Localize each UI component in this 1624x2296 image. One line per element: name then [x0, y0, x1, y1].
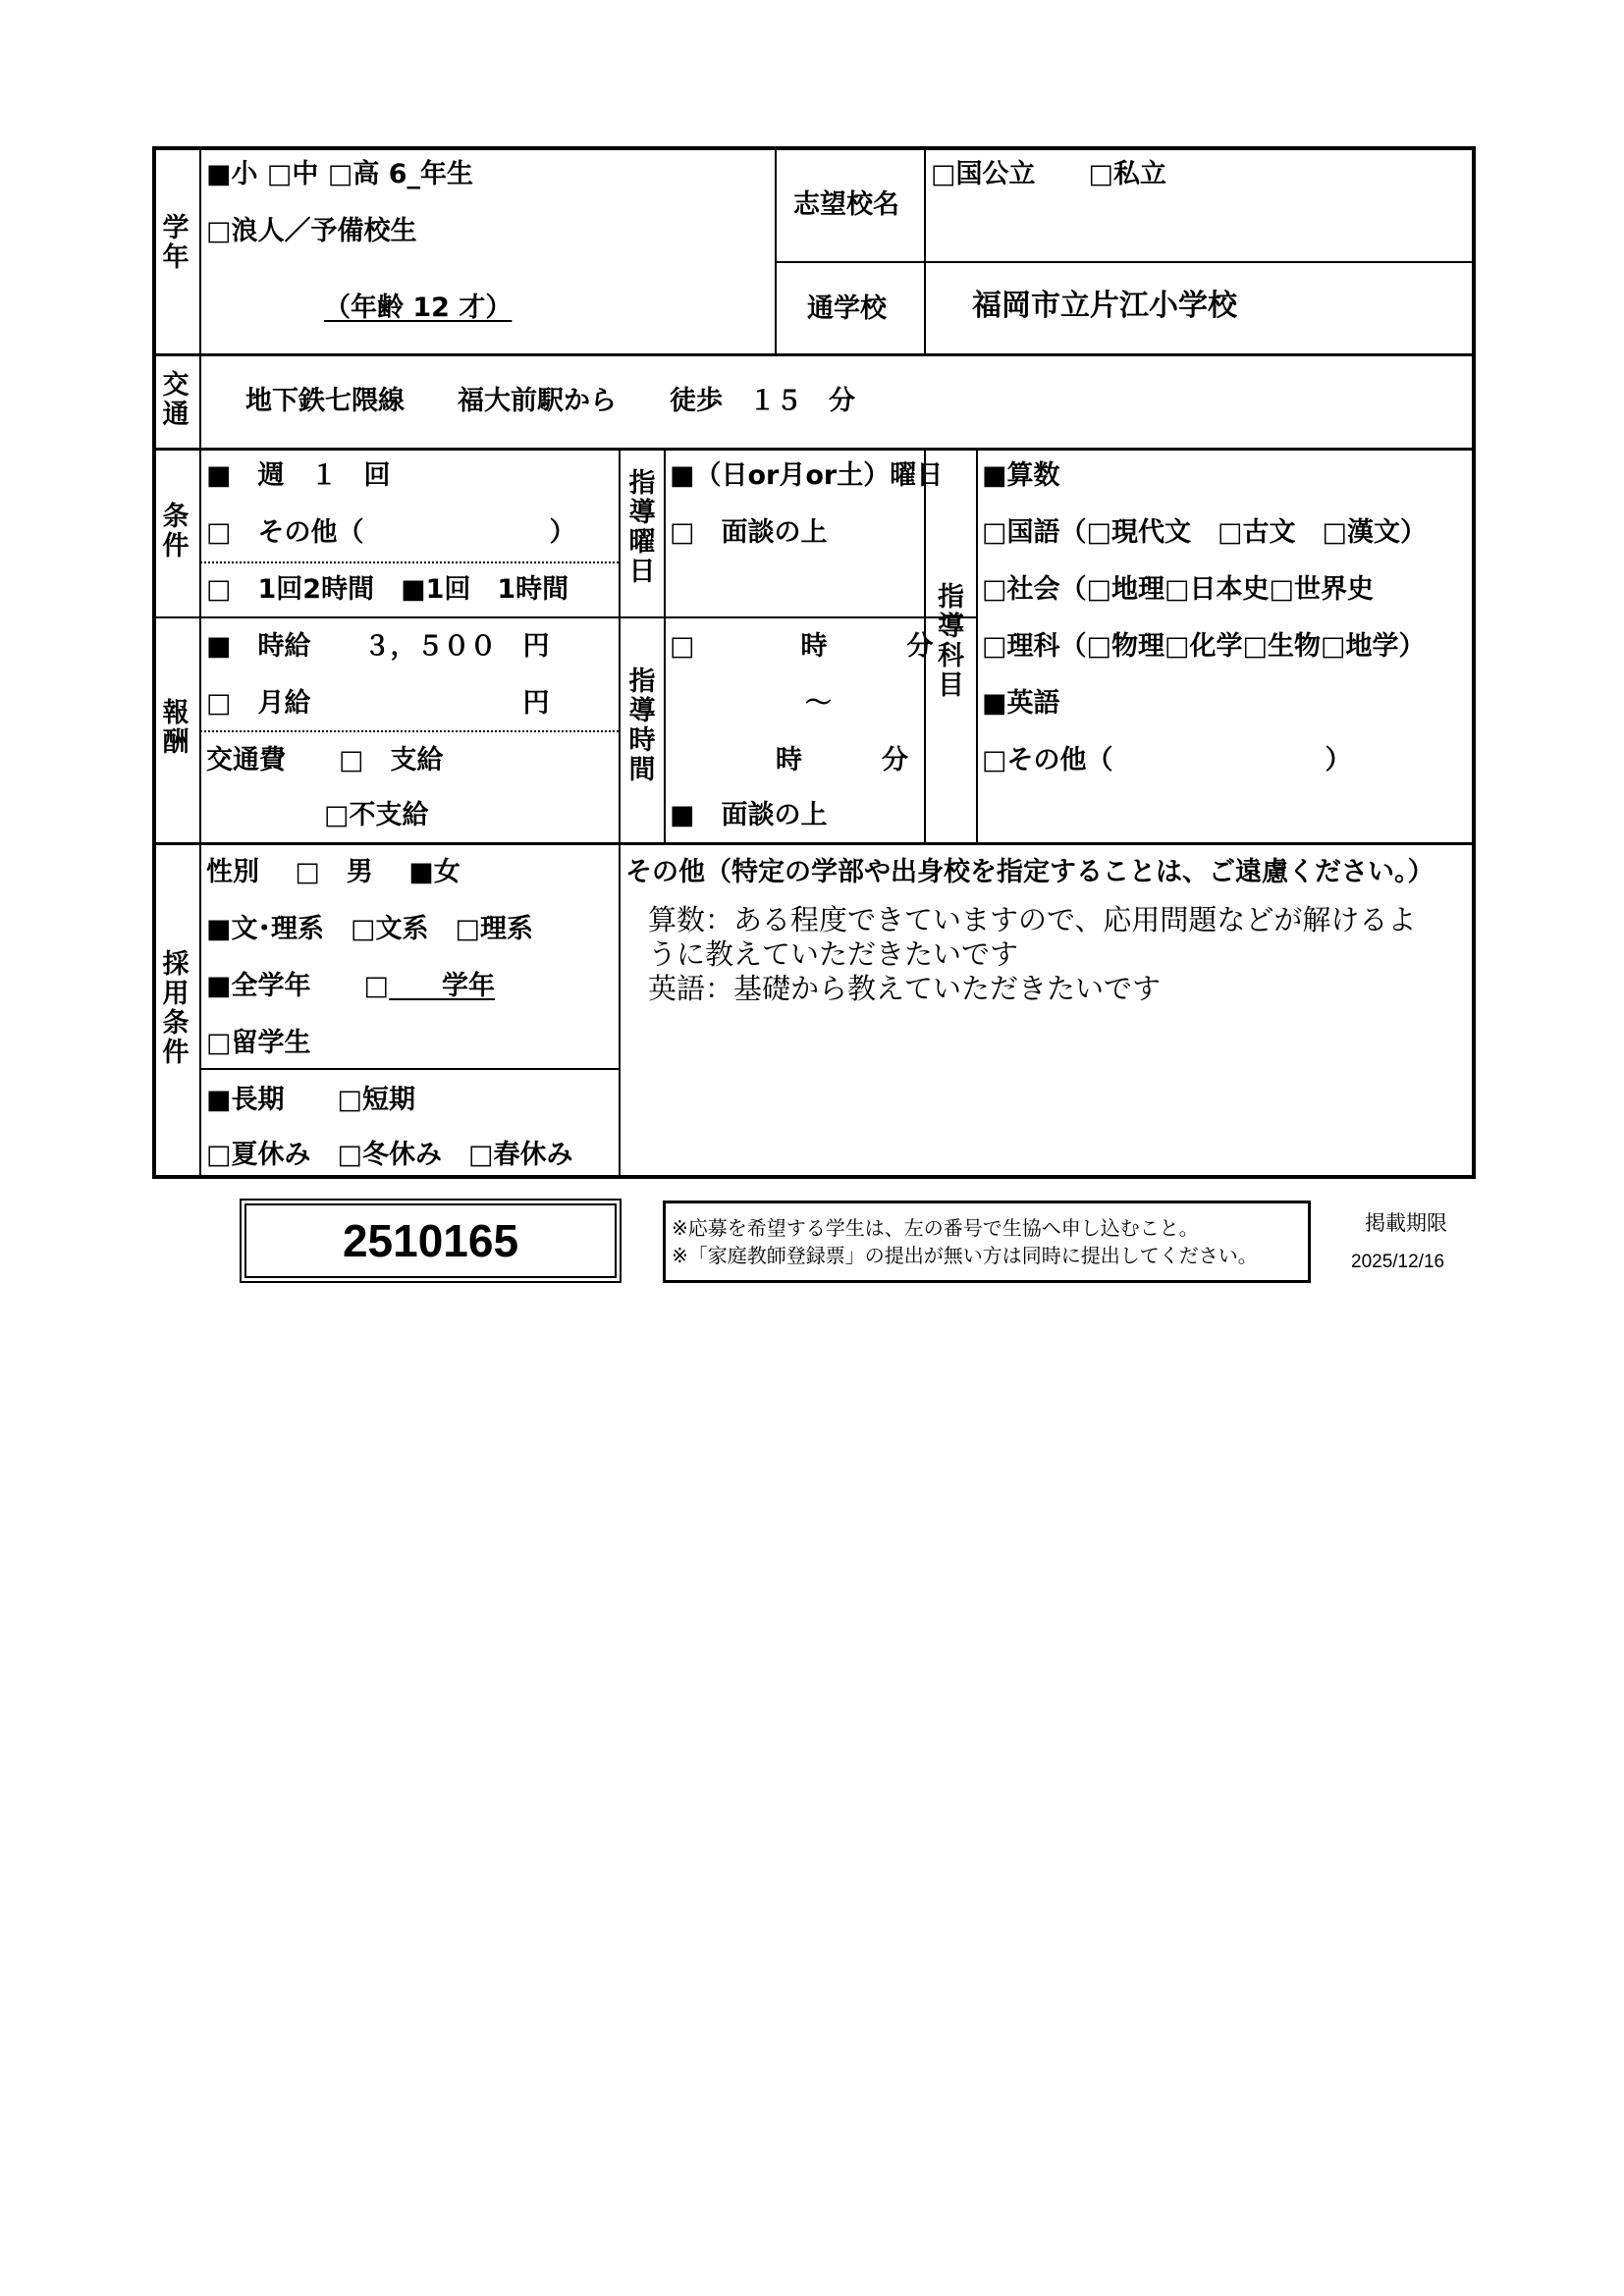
hiring-year — [206, 970, 495, 1003]
dotted-divider — [200, 561, 619, 563]
notice-line-1: ※応募を希望する学生は、左の番号で生協へ申し込むこと。 — [672, 1216, 1199, 1240]
day-weekday: ■（日or月or土）曜日 — [670, 460, 944, 491]
row-divider — [152, 353, 1476, 356]
row-divider — [775, 261, 1476, 263]
hiring-year-blank: 学年 — [389, 971, 496, 1001]
subject-social: □社会（□地理□日本史□世界史 — [982, 574, 1375, 605]
school-choice-options: □国公立 □私立 — [931, 159, 1167, 189]
hiring-label: 採用条件 — [162, 949, 189, 1068]
col-divider — [924, 146, 926, 353]
listing-number-box — [240, 1199, 622, 1283]
conditions-label: 条件 — [162, 502, 189, 561]
conditions-frequency: ■ 週 １ 回 — [206, 460, 391, 491]
col-divider — [775, 146, 777, 353]
conditions-duration: □ 1回2時間 ■1回 1時間 — [206, 574, 569, 605]
notes-line-2: うに教えていただきたいです — [648, 937, 1019, 971]
subject-other: □その他（ ） — [982, 745, 1352, 775]
row-divider — [200, 1068, 621, 1070]
current-school-value: 福岡市立片江小学校 — [972, 289, 1237, 323]
time-start: □ 時 分 — [670, 631, 934, 662]
pay-hourly: ■ 時給 ３，５００ 円 — [206, 631, 550, 662]
hiring-vacation: □夏休み □冬休み □春休み — [206, 1140, 573, 1170]
school-choice-label: 志望校名 — [793, 189, 899, 220]
current-school-label: 通学校 — [807, 294, 887, 324]
grade-age: （年齢 12 才） — [324, 293, 513, 323]
pay-monthly: □ 月給 円 — [206, 688, 550, 719]
listing-number: 2510165 — [342, 1215, 519, 1266]
row-divider — [152, 616, 977, 618]
hiring-gender: 性別 □ 男 ■女 — [206, 857, 460, 887]
col-divider — [664, 448, 666, 842]
notes-heading: その他（特定の学部や出身校を指定することは、ご遠慮ください。） — [625, 857, 1435, 887]
transport-label: 交通 — [162, 370, 189, 430]
day-interview: □ 面談の上 — [670, 517, 828, 548]
dotted-divider — [200, 730, 619, 732]
day-label: 指導曜日 — [628, 468, 656, 587]
notice-box — [663, 1201, 1311, 1283]
deadline-label: 掲載期限 — [1365, 1211, 1447, 1235]
pay-travel: 交通費 □ 支給 — [206, 745, 444, 775]
conditions-other: □ その他（ ） — [206, 517, 576, 548]
subject-japanese: □国語（□現代文 □古文 □漢文） — [982, 517, 1428, 548]
deadline-date: 2025/12/16 — [1351, 1252, 1445, 1272]
hiring-term: ■長期 □短期 — [206, 1085, 416, 1115]
subject-english: ■英語 — [982, 688, 1060, 719]
time-end: 時 分 — [776, 745, 908, 775]
subject-math: ■算数 — [982, 460, 1060, 491]
subject-science: □理科（□物理□化学□生物□地学） — [982, 631, 1426, 662]
col-divider — [976, 448, 978, 842]
hiring-intl: □留学生 — [206, 1028, 311, 1058]
time-interview: ■ 面談の上 — [670, 800, 828, 830]
subjects-label: 指導科目 — [938, 582, 964, 701]
grade-levels: ■小 □中 □高 6_年生 — [206, 159, 474, 189]
row-divider — [152, 448, 1476, 451]
hiring-year-all: ■全学年 □ — [206, 971, 390, 1001]
grade-label: 学年 — [162, 213, 189, 273]
row-divider — [152, 842, 1476, 845]
col-divider — [199, 146, 201, 1179]
transport-value: 地下鉄七隈線 福大前駅から 徒歩 １５ 分 — [245, 386, 855, 416]
notes-line-3: 英語：基礎から教えていただきたいです — [648, 972, 1162, 1005]
time-tilde: ～ — [805, 688, 832, 719]
grade-ronin: □浪人／予備校生 — [206, 216, 417, 246]
pay-travel-none: □不支給 — [324, 800, 429, 830]
notes-line-1: 算数：ある程度できていますので、応用問題などが解けるよ — [648, 903, 1417, 936]
notice-line-2: ※「家庭教師登録票」の提出が無い方は同時に提出してください。 — [672, 1244, 1258, 1267]
pay-label: 報酬 — [162, 698, 189, 758]
hiring-stream: ■文･理系 □文系 □理系 — [206, 914, 534, 944]
time-label: 指導時間 — [628, 667, 656, 785]
